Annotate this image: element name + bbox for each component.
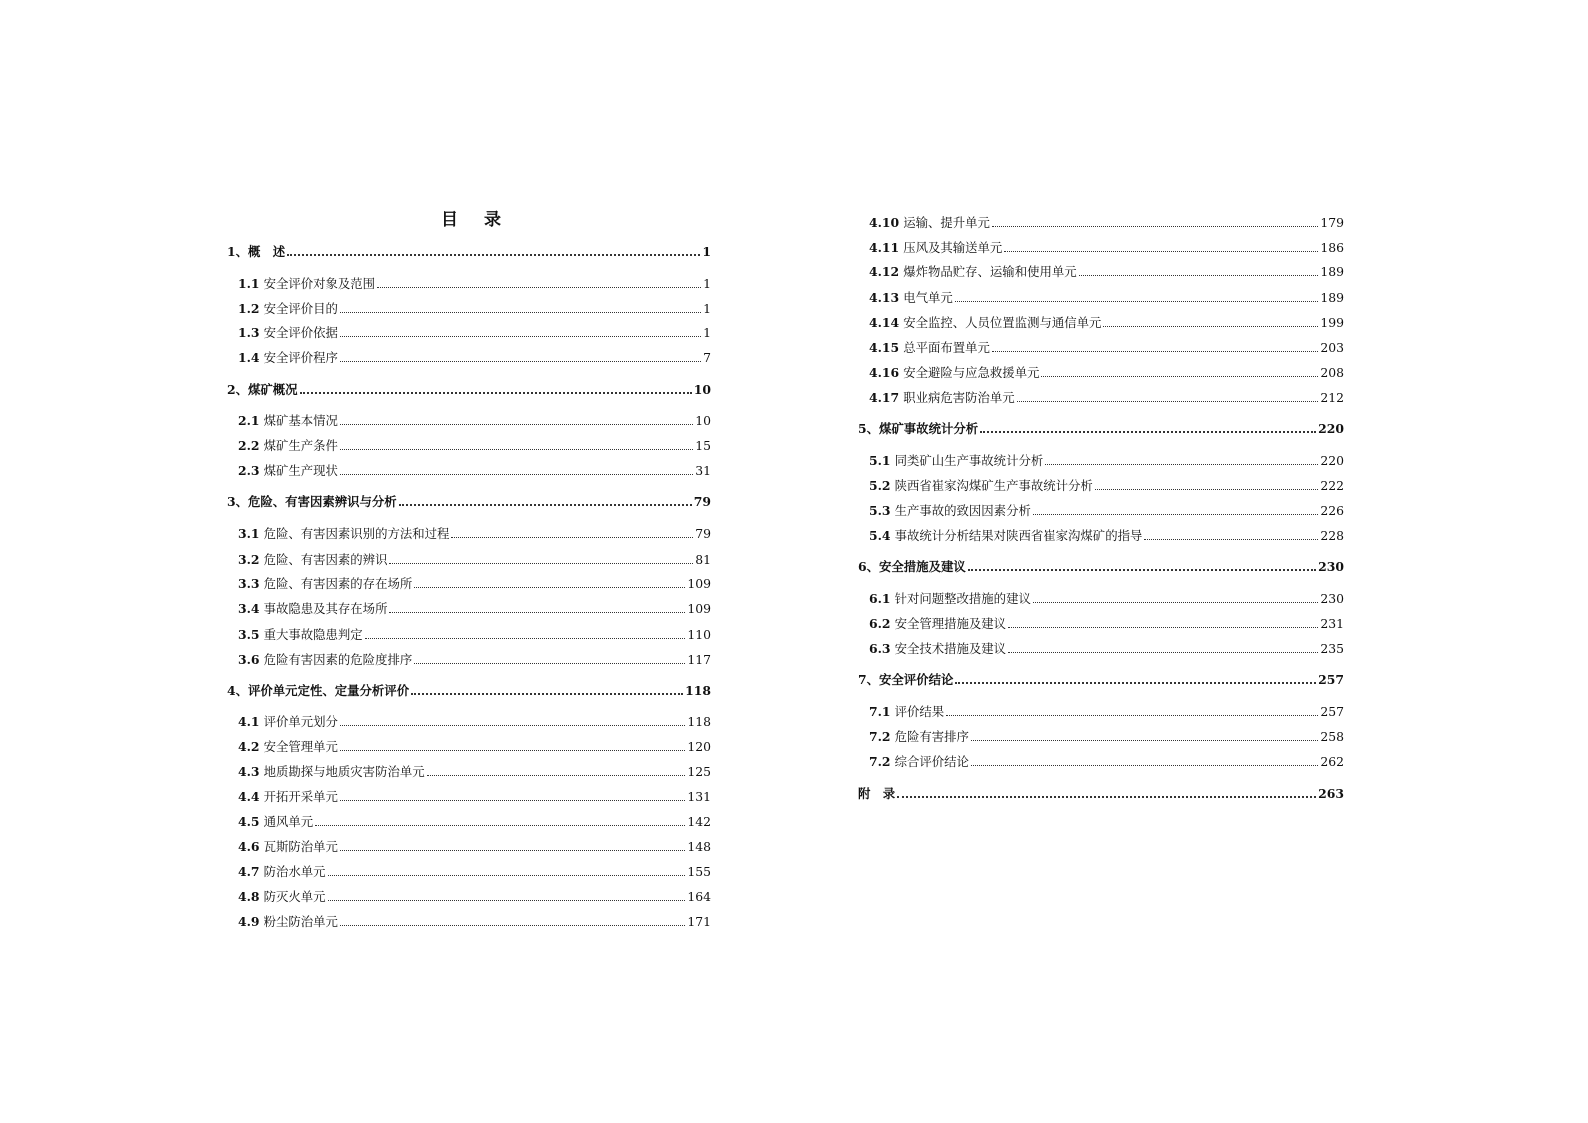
toc-section-number: 4.9 bbox=[238, 914, 260, 929]
toc-page-number: 208 bbox=[1320, 365, 1344, 380]
toc-page-number: 109 bbox=[687, 576, 711, 591]
toc-section-number: 5.3 bbox=[869, 503, 891, 518]
toc-page-number: 257 bbox=[1318, 672, 1344, 687]
toc-section-number: 4.11 bbox=[869, 240, 900, 255]
toc-section-entry[interactable] bbox=[858, 264, 1344, 280]
toc-page-number: 258 bbox=[1320, 729, 1344, 744]
toc-entry-label: 重大事故隐患判定 bbox=[263, 627, 363, 642]
toc-entry-label: 开拓开采单元 bbox=[263, 789, 338, 804]
toc-page-number: 1 bbox=[703, 301, 711, 316]
toc-page-number: 118 bbox=[687, 714, 711, 729]
toc-page-number: 10 bbox=[695, 413, 711, 428]
dot-leader bbox=[971, 740, 1318, 741]
toc-chapter-entry[interactable] bbox=[227, 382, 711, 398]
toc-chapter-entry[interactable] bbox=[858, 672, 1344, 688]
dot-leader bbox=[340, 750, 685, 751]
toc-entry-label: 危险有害因素的危险度排序 bbox=[263, 652, 413, 667]
toc-section-entry[interactable] bbox=[227, 739, 711, 755]
toc-entry-label: 安全管理措施及建议 bbox=[894, 616, 1007, 631]
dot-leader bbox=[340, 850, 685, 851]
dot-leader bbox=[946, 715, 1318, 716]
dot-leader bbox=[411, 693, 683, 695]
toc-section-number: 4.15 bbox=[869, 340, 900, 355]
dot-leader bbox=[897, 796, 1316, 798]
dot-leader bbox=[365, 638, 686, 639]
toc-page-number: 79 bbox=[693, 494, 711, 509]
toc-page-number: 189 bbox=[1320, 264, 1344, 279]
dot-leader bbox=[414, 587, 685, 588]
toc-entry-label: 煤矿基本情况 bbox=[263, 413, 338, 428]
toc-page-number: 230 bbox=[1318, 559, 1344, 574]
toc-page-number: 179 bbox=[1320, 215, 1344, 230]
toc-chapter-entry[interactable] bbox=[227, 244, 711, 260]
dot-leader bbox=[328, 875, 686, 876]
toc-section-number: 3.5 bbox=[238, 627, 260, 642]
toc-section-number: 4.6 bbox=[238, 839, 260, 854]
toc-entry-label: 安全评价目的 bbox=[263, 301, 338, 316]
toc-page-number: 257 bbox=[1320, 704, 1344, 719]
toc-chapter-entry[interactable] bbox=[858, 421, 1344, 437]
toc-entry-label: 防治水单元 bbox=[263, 864, 326, 879]
dot-leader bbox=[1033, 514, 1318, 515]
toc-section-entry[interactable] bbox=[858, 591, 1344, 607]
toc-entry-label: 安全技术措施及建议 bbox=[894, 641, 1007, 656]
toc-entry-label: 陕西省崔家沟煤矿生产事故统计分析 bbox=[894, 478, 1093, 493]
toc-section-number: 3.6 bbox=[238, 652, 260, 667]
toc-entry-label: 安全评价程序 bbox=[263, 350, 338, 365]
toc-section-entry[interactable] bbox=[227, 789, 711, 805]
toc-page-number: 1 bbox=[703, 276, 711, 291]
toc-page-number: 228 bbox=[1320, 528, 1344, 543]
toc-entry-label: 粉尘防治单元 bbox=[263, 914, 338, 929]
toc-page-number: 79 bbox=[695, 526, 711, 541]
toc-page-number: 230 bbox=[1320, 591, 1344, 606]
toc-section-entry[interactable] bbox=[227, 413, 711, 429]
toc-page-number: 10 bbox=[693, 382, 711, 397]
dot-leader bbox=[1008, 652, 1318, 653]
toc-section-number: 3.4 bbox=[238, 601, 260, 616]
toc-entry-label: 通风单元 bbox=[263, 814, 314, 829]
toc-section-number: 1.1 bbox=[238, 276, 260, 291]
toc-section-entry[interactable] bbox=[858, 290, 1344, 306]
toc-section-entry[interactable] bbox=[227, 463, 711, 479]
toc-entry-label: 6、安全措施及建议 bbox=[858, 559, 966, 574]
dot-leader bbox=[451, 537, 693, 538]
dot-leader bbox=[1041, 376, 1318, 377]
toc-section-entry[interactable] bbox=[227, 864, 711, 880]
dot-leader bbox=[315, 825, 685, 826]
toc-section-entry[interactable] bbox=[858, 315, 1344, 331]
toc-entry-label: 运输、提升单元 bbox=[903, 215, 990, 230]
dot-leader bbox=[340, 925, 685, 926]
toc-page-number: 164 bbox=[687, 889, 711, 904]
toc-section-entry[interactable] bbox=[858, 453, 1344, 469]
toc-entry-label: 危险有害排序 bbox=[894, 729, 969, 744]
toc-entry-label: 职业病危害防治单元 bbox=[903, 390, 1015, 405]
dot-leader bbox=[1045, 464, 1318, 465]
toc-entry-label: 2、煤矿概况 bbox=[227, 382, 298, 397]
toc-entry-label: 瓦斯防治单元 bbox=[263, 839, 338, 854]
toc-section-entry[interactable] bbox=[227, 764, 711, 780]
dot-leader bbox=[300, 392, 692, 394]
toc-page-number: 220 bbox=[1320, 453, 1344, 468]
toc-section-entry[interactable] bbox=[227, 552, 711, 568]
dot-leader bbox=[340, 312, 701, 313]
toc-section-entry[interactable] bbox=[227, 325, 711, 341]
toc-section-entry[interactable] bbox=[227, 889, 711, 905]
toc-chapter-entry[interactable] bbox=[227, 494, 711, 510]
toc-page-number: 117 bbox=[687, 652, 711, 667]
toc-section-number: 4.1 bbox=[238, 714, 260, 729]
toc-entry-label: 4、评价单元定性、定量分析评价 bbox=[227, 683, 410, 698]
toc-section-entry[interactable] bbox=[227, 438, 711, 454]
toc-section-number: 5.1 bbox=[869, 453, 891, 468]
dot-leader bbox=[1004, 251, 1318, 252]
toc-page-number: 155 bbox=[687, 864, 711, 879]
toc-chapter-entry[interactable] bbox=[858, 559, 1344, 575]
toc-page-number: 148 bbox=[687, 839, 711, 854]
toc-section-entry[interactable] bbox=[227, 526, 711, 542]
toc-section-entry[interactable] bbox=[858, 754, 1344, 770]
toc-section-number: 7.2 bbox=[869, 729, 891, 744]
toc-entry-label: 电气单元 bbox=[903, 290, 953, 305]
toc-section-number: 6.2 bbox=[869, 616, 891, 631]
toc-entry-label: 安全评价对象及范围 bbox=[263, 276, 376, 291]
toc-page-number: 235 bbox=[1320, 641, 1344, 656]
toc-title: 目 录 bbox=[441, 210, 511, 230]
dot-leader bbox=[980, 431, 1316, 433]
toc-entry-label: 安全评价依据 bbox=[263, 325, 338, 340]
toc-section-number: 3.2 bbox=[238, 552, 260, 567]
toc-section-entry[interactable] bbox=[858, 729, 1344, 745]
toc-entry-label: 危险、有害因素的辨识 bbox=[263, 552, 388, 567]
toc-page-number: 1 bbox=[702, 244, 711, 259]
dot-leader bbox=[955, 301, 1319, 302]
toc-entry-label: 1、概 述 bbox=[227, 244, 286, 259]
toc-entry-label: 安全监控、人员位置监测与通信单元 bbox=[903, 315, 1102, 330]
toc-page-number: 15 bbox=[695, 438, 711, 453]
toc-section-entry[interactable] bbox=[227, 814, 711, 830]
toc-entry-label: 事故统计分析结果对陕西省崔家沟煤矿的指导 bbox=[894, 528, 1143, 543]
toc-page-number: 31 bbox=[695, 463, 711, 478]
toc-entry-label: 生产事故的致因因素分析 bbox=[894, 503, 1031, 518]
dot-leader bbox=[1008, 627, 1318, 628]
toc-section-number: 4.5 bbox=[238, 814, 260, 829]
toc-page-number: 171 bbox=[687, 914, 711, 929]
toc-entry-label: 压风及其输送单元 bbox=[903, 240, 1003, 255]
toc-entry-label: 附 录 bbox=[858, 786, 896, 801]
toc-section-entry[interactable] bbox=[227, 652, 711, 668]
toc-page-number: 120 bbox=[687, 739, 711, 754]
dot-leader bbox=[340, 336, 701, 337]
toc-section-number: 4.16 bbox=[869, 365, 900, 380]
toc-section-number: 4.3 bbox=[238, 764, 260, 779]
toc-section-entry[interactable] bbox=[227, 350, 711, 366]
toc-page-number: 212 bbox=[1320, 390, 1344, 405]
toc-section-number: 4.4 bbox=[238, 789, 260, 804]
toc-entry-label: 同类矿山生产事故统计分析 bbox=[894, 453, 1044, 468]
toc-section-number: 4.2 bbox=[238, 739, 260, 754]
toc-entry-label: 事故隐患及其存在场所 bbox=[263, 601, 388, 616]
toc-section-entry[interactable] bbox=[858, 340, 1344, 356]
toc-page-number: 186 bbox=[1320, 240, 1344, 255]
toc-chapter-entry[interactable] bbox=[858, 786, 1344, 802]
toc-page-number: 110 bbox=[687, 627, 711, 642]
dot-leader bbox=[992, 226, 1318, 227]
dot-leader bbox=[1095, 489, 1319, 490]
toc-section-entry[interactable] bbox=[858, 616, 1344, 632]
toc-section-number: 1.4 bbox=[238, 350, 260, 365]
toc-entry-label: 危险、有害因素的存在场所 bbox=[263, 576, 413, 591]
dot-leader bbox=[1017, 401, 1319, 402]
dot-leader bbox=[1079, 275, 1319, 276]
toc-entry-label: 煤矿生产现状 bbox=[263, 463, 338, 478]
toc-section-entry[interactable] bbox=[227, 627, 711, 643]
toc-page-number: 7 bbox=[703, 350, 711, 365]
toc-section-number: 6.1 bbox=[869, 591, 891, 606]
dot-leader bbox=[1103, 326, 1318, 327]
dot-leader bbox=[377, 287, 701, 288]
toc-section-entry[interactable] bbox=[227, 839, 711, 855]
dot-leader bbox=[328, 900, 686, 901]
toc-section-number: 2.1 bbox=[238, 413, 260, 428]
dot-leader bbox=[340, 449, 693, 450]
toc-section-number: 4.7 bbox=[238, 864, 260, 879]
dot-leader bbox=[1144, 539, 1318, 540]
toc-entry-label: 5、煤矿事故统计分析 bbox=[858, 421, 979, 436]
toc-page-number: 199 bbox=[1320, 315, 1344, 330]
toc-section-number: 7.2 bbox=[869, 754, 891, 769]
toc-section-number: 4.14 bbox=[869, 315, 900, 330]
dot-leader bbox=[427, 775, 686, 776]
toc-page-number: 203 bbox=[1320, 340, 1344, 355]
toc-section-number: 3.3 bbox=[238, 576, 260, 591]
dot-leader bbox=[1033, 602, 1318, 603]
toc-page-number: 131 bbox=[687, 789, 711, 804]
toc-page-number: 262 bbox=[1320, 754, 1344, 769]
toc-entry-label: 7、安全评价结论 bbox=[858, 672, 954, 687]
toc-section-number: 1.2 bbox=[238, 301, 260, 316]
dot-leader bbox=[399, 504, 692, 506]
toc-section-number: 4.8 bbox=[238, 889, 260, 904]
toc-entry-label: 安全避险与应急救援单元 bbox=[903, 365, 1040, 380]
toc-page-number: 142 bbox=[687, 814, 711, 829]
dot-leader bbox=[340, 725, 685, 726]
toc-section-number: 2.3 bbox=[238, 463, 260, 478]
toc-entry-label: 煤矿生产条件 bbox=[263, 438, 338, 453]
dot-leader bbox=[340, 361, 701, 362]
toc-entry-label: 针对问题整改措施的建议 bbox=[894, 591, 1031, 606]
toc-section-number: 5.4 bbox=[869, 528, 891, 543]
toc-entry-label: 危险、有害因素识别的方法和过程 bbox=[263, 526, 450, 541]
toc-page-number: 109 bbox=[687, 601, 711, 616]
dot-leader bbox=[971, 765, 1318, 766]
toc-section-number: 1.3 bbox=[238, 325, 260, 340]
toc-section-number: 6.3 bbox=[869, 641, 891, 656]
toc-section-entry[interactable] bbox=[858, 478, 1344, 494]
toc-section-entry[interactable] bbox=[227, 601, 711, 617]
toc-section-entry[interactable] bbox=[227, 576, 711, 592]
toc-section-number: 4.12 bbox=[869, 264, 900, 279]
toc-section-entry[interactable] bbox=[227, 914, 711, 930]
dot-leader bbox=[340, 800, 685, 801]
toc-page-number: 231 bbox=[1320, 616, 1344, 631]
toc-page-number: 220 bbox=[1318, 421, 1344, 436]
toc-page-number: 1 bbox=[703, 325, 711, 340]
toc-section-number: 5.2 bbox=[869, 478, 891, 493]
toc-page-number: 263 bbox=[1318, 786, 1344, 801]
toc-entry-label: 评价单元划分 bbox=[263, 714, 338, 729]
dot-leader bbox=[992, 351, 1318, 352]
toc-entry-label: 综合评价结论 bbox=[894, 754, 969, 769]
toc-section-entry[interactable] bbox=[227, 714, 711, 730]
toc-entry-label: 安全管理单元 bbox=[263, 739, 338, 754]
toc-section-entry[interactable] bbox=[858, 704, 1344, 720]
toc-section-entry[interactable] bbox=[858, 240, 1344, 256]
toc-page-number: 189 bbox=[1320, 290, 1344, 305]
toc-section-entry[interactable] bbox=[858, 528, 1344, 544]
toc-section-number: 2.2 bbox=[238, 438, 260, 453]
toc-section-number: 3.1 bbox=[238, 526, 260, 541]
toc-entry-label: 3、危险、有害因素辨识与分析 bbox=[227, 494, 397, 509]
toc-section-entry[interactable] bbox=[227, 276, 711, 292]
toc-section-entry[interactable] bbox=[858, 365, 1344, 381]
dot-leader bbox=[340, 424, 693, 425]
toc-page-number: 118 bbox=[685, 683, 711, 698]
toc-entry-label: 评价结果 bbox=[894, 704, 945, 719]
dot-leader bbox=[414, 663, 685, 664]
toc-section-number: 7.1 bbox=[869, 704, 891, 719]
toc-entry-label: 爆炸物品贮存、运输和使用单元 bbox=[903, 264, 1077, 279]
toc-section-number: 4.17 bbox=[869, 390, 900, 405]
toc-entry-label: 总平面布置单元 bbox=[903, 340, 990, 355]
toc-entry-label: 地质勘探与地质灾害防治单元 bbox=[263, 764, 425, 779]
toc-section-entry[interactable] bbox=[858, 215, 1344, 231]
toc-page-number: 226 bbox=[1320, 503, 1344, 518]
toc-chapter-entry[interactable] bbox=[227, 683, 711, 699]
dot-leader bbox=[968, 569, 1316, 571]
toc-section-entry[interactable] bbox=[227, 301, 711, 317]
toc-section-entry[interactable] bbox=[858, 503, 1344, 519]
toc-page-number: 125 bbox=[687, 764, 711, 779]
dot-leader bbox=[389, 612, 685, 613]
dot-leader bbox=[287, 254, 700, 256]
dot-leader bbox=[389, 563, 693, 564]
toc-section-entry[interactable] bbox=[858, 390, 1344, 406]
toc-section-entry[interactable] bbox=[858, 641, 1344, 657]
toc-page-number: 222 bbox=[1320, 478, 1344, 493]
toc-page-number: 81 bbox=[695, 552, 711, 567]
toc-entry-label: 防灭火单元 bbox=[263, 889, 326, 904]
dot-leader bbox=[340, 474, 693, 475]
dot-leader bbox=[955, 682, 1316, 684]
toc-section-number: 4.13 bbox=[869, 290, 900, 305]
toc-section-number: 4.10 bbox=[869, 215, 900, 230]
